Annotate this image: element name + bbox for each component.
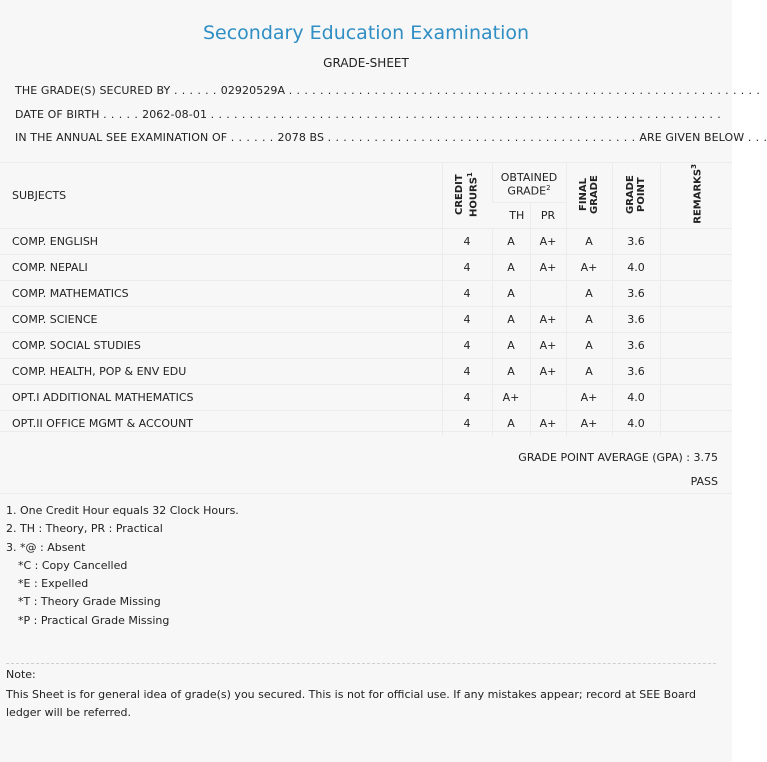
table-row (0, 411, 732, 437)
gp-cell: 3.6 (612, 359, 660, 385)
final-cell: A (566, 229, 612, 255)
remarks-cell (660, 307, 732, 333)
pr-cell: A+ (530, 307, 566, 333)
credit-cell: 4 (442, 307, 492, 333)
footnote-item: *T : Theory Grade Missing (18, 595, 161, 609)
remarks-cell (660, 229, 732, 255)
subject-cell: COMP. MATHEMATICS (0, 281, 442, 307)
final-cell: A (566, 359, 612, 385)
grade-point-header: GRADE POINT (612, 163, 660, 229)
exam-line: IN THE ANNUAL SEE EXAMINATION OF . . . . . . 2078 BS . . . . . . . . . . . . . . . . . . . . . . . . . . . . . . . . . . . . . . . . ARE GIVEN BELOW . . . (15, 131, 767, 144)
subject-cell: COMP. ENGLISH (0, 229, 442, 255)
given-below-label: ARE GIVEN BELOW (639, 131, 745, 144)
pr-cell: A+ (530, 255, 566, 281)
pr-cell (530, 385, 566, 411)
pr-cell: A+ (530, 333, 566, 359)
note-divider (6, 663, 716, 664)
page-subtitle: GRADE-SHEET (323, 56, 409, 70)
subject-cell: OPT.II OFFICE MGMT & ACCOUNT (0, 411, 442, 437)
header-row (0, 163, 732, 203)
remarks-cell (660, 385, 732, 411)
subjects-header: SUBJECTS (0, 163, 442, 229)
th-cell: A (492, 411, 530, 437)
gpa-line (518, 451, 718, 464)
remarks-cell (660, 333, 732, 359)
dob-line: DATE OF BIRTH . . . . . 2062-08-01 . . . . . . . . . . . . . . . . . . . . . . . . . . . . . . . . . . . . . . . . . . . . . . . . . . . . . . . . . . . . . . . . . . (15, 108, 722, 121)
subject-cell: COMP. SCIENCE (0, 307, 442, 333)
remarks-cell (660, 411, 732, 437)
table-row (0, 229, 732, 255)
footnote-divider (0, 493, 732, 494)
gp-cell: 3.6 (612, 333, 660, 359)
pr-cell: A+ (530, 359, 566, 385)
remarks-cell (660, 255, 732, 281)
table-row (0, 307, 732, 333)
subject-cell: OPT.I ADDITIONAL MATHEMATICS (0, 385, 442, 411)
credit-cell: 4 (442, 411, 492, 437)
footnotes (6, 502, 239, 630)
th-cell: A (492, 281, 530, 307)
gp-cell: 3.6 (612, 307, 660, 333)
table-row (0, 255, 732, 281)
note-text: This Sheet is for general idea of grade(s) you secured. This is not for official use. If any mistakes appear; record at SEE Board ledger will be referred. (6, 688, 696, 719)
remarks-cell (660, 281, 732, 307)
credit-cell: 4 (442, 229, 492, 255)
credit-hours-header: CREDIT HOURS$^1$ (442, 163, 492, 229)
footnote-item: *E : Expelled (18, 577, 89, 591)
credit-cell: 4 (442, 333, 492, 359)
table-row (0, 385, 732, 411)
footnote-item: 1. One Credit Hour equals 32 Clock Hours. (6, 504, 239, 517)
footnote-item: *P : Practical Grade Missing (18, 613, 170, 627)
grades-label: THE GRADE(S) SECURED BY (15, 84, 171, 97)
table-bottom-divider (0, 431, 732, 432)
page-title: Secondary Education Examination (202, 22, 530, 44)
credit-cell: 4 (442, 359, 492, 385)
th-cell: A (492, 359, 530, 385)
table-row (0, 359, 732, 385)
table-row (0, 333, 732, 359)
final-cell: A+ (566, 411, 612, 437)
gpa-value: 3.75 (693, 451, 718, 464)
th-cell: A (492, 307, 530, 333)
remarks-header: REMARKS$^3$ (660, 163, 732, 229)
credit-cell: 4 (442, 255, 492, 281)
note-title: Note: (6, 668, 36, 681)
gp-cell: 3.6 (612, 281, 660, 307)
subject-cell: COMP. HEALTH, POP & ENV EDU (0, 359, 442, 385)
final-cell: A (566, 281, 612, 307)
exam-label: IN THE ANNUAL SEE EXAMINATION OF (15, 131, 228, 144)
pr-cell: A+ (530, 411, 566, 437)
th-cell: A (492, 229, 530, 255)
credit-cell: 4 (442, 385, 492, 411)
result-status: PASS (690, 475, 718, 488)
final-cell: A (566, 333, 612, 359)
final-grade-header: FINAL GRADE (566, 163, 612, 229)
grades-table (0, 162, 732, 436)
dob-label: DATE OF BIRTH (15, 108, 100, 121)
remarks-cell (660, 359, 732, 385)
footnote-item: *C : Copy Cancelled (18, 558, 128, 572)
pr-cell (530, 281, 566, 307)
final-cell: A+ (566, 255, 612, 281)
gp-cell: 4.0 (612, 411, 660, 437)
pr-cell: A+ (530, 229, 566, 255)
th-cell: A (492, 333, 530, 359)
table-row (0, 281, 732, 307)
gp-cell: 4.0 (612, 255, 660, 281)
gp-cell: 4.0 (612, 385, 660, 411)
gp-cell: 3.6 (612, 229, 660, 255)
pr-header: PR (530, 203, 566, 229)
dob-value: 2062-08-01 (142, 108, 208, 121)
gpa-label: GRADE POINT AVERAGE (GPA) : (518, 451, 690, 464)
final-cell: A (566, 307, 612, 333)
symbol-line: THE GRADE(S) SECURED BY . . . . . . 02920529A . . . . . . . . . . . . . . . . . . . . . . . . . . . . . . . . . . . . . . . . . . . . . . . . . . . . . . . . . . . . . (15, 84, 761, 97)
th-cell: A+ (492, 385, 530, 411)
symbol-number: 02920529A (220, 84, 286, 97)
obtained-grade-header: OBTAINED GRADE$^2$ (492, 163, 566, 203)
th-cell: A (492, 255, 530, 281)
th-header: TH (492, 203, 530, 229)
footnote-item: 2. TH : Theory, PR : Practical (6, 522, 163, 536)
subject-cell: COMP. NEPALI (0, 255, 442, 281)
footnote-item: 3. *@ : Absent (6, 540, 86, 554)
exam-year: 2078 BS (277, 131, 325, 144)
credit-cell: 4 (442, 281, 492, 307)
subject-cell: COMP. SOCIAL STUDIES (0, 333, 442, 359)
final-cell: A+ (566, 385, 612, 411)
